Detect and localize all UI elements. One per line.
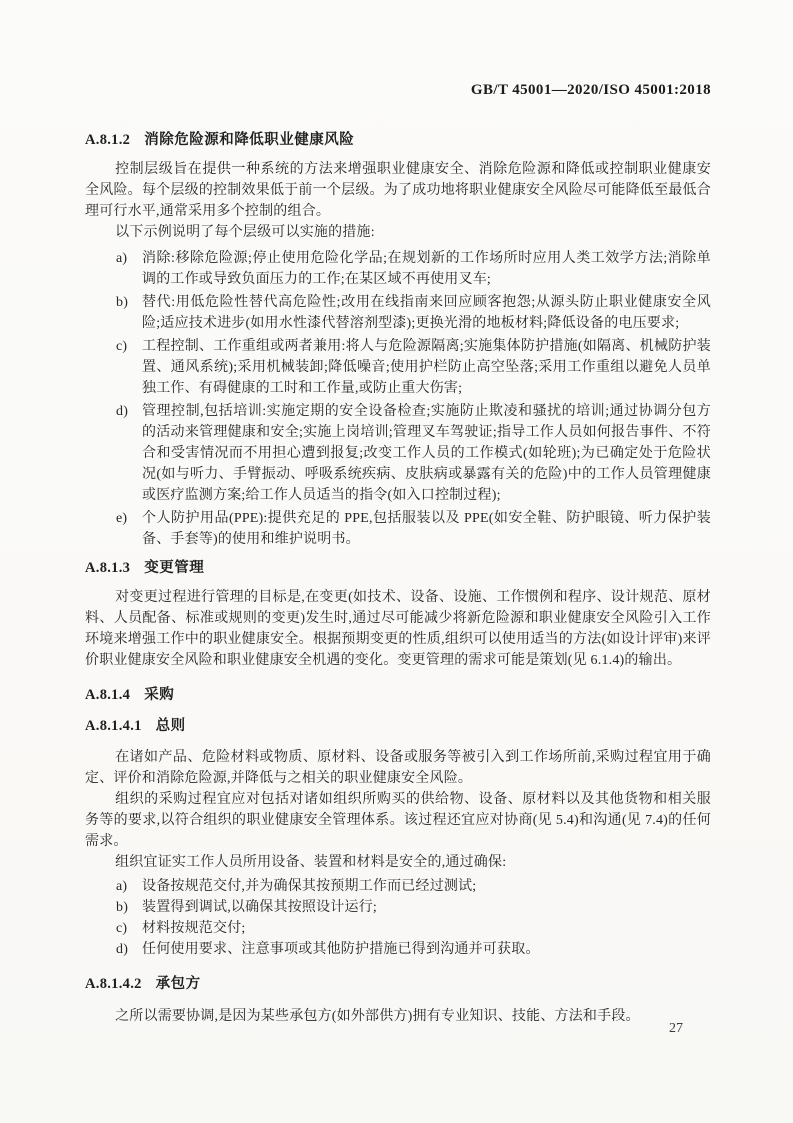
list-item-text: 管理控制,包括培训:实施定期的安全设备检查;实施防止欺凌和骚扰的培训;通过协调分包方的活动来管理健康和安全;实施上岗培训;管理叉车驾驶证;指导工作人员如何报告事件、不符合和受害情况而不用担心遭到报复;改变工作人员的工作模式(如轮班);为已确定处于危险状况(如与听力、手臂振动、呼吸系统疾病、皮肤病或暴露有关的危险)中的工作人员管理健康或医疗监测方案;给工作人员适当的指令(如入口控制过程); (142, 404, 711, 503)
body-paragraph: 组织的采购过程宜应对包括对诸如组织所购买的供给物、设备、原材料以及其他货物和相关服务等的要求,以符合组织的职业健康安全管理体系。该过程还宜应对协商(见 5.4)和沟通(见 7.4)的任何需求。 (85, 792, 711, 849)
list-item (85, 248, 711, 290)
heading-title: 总则 (155, 718, 186, 734)
list-item-text: 个人防护用品(PPE):提供充足的 PPE,包括服装以及 PPE(如安全鞋、防护眼镜、听力保护装备、手套等)的使用和维护说明书。 (142, 511, 711, 547)
standard-number-header: GB/T 45001—2020/ISO 45001:2018 (470, 82, 711, 98)
list-item-text: 消除:移除危险源;停止使用危险化学品;在规划新的工作场所时应用人类工效学方法;消除单调的工作或导致负面压力的工作;在某区域不再使用叉车; (142, 251, 711, 287)
body-paragraph: 组织宜证实工作人员所用设备、装置和材料是安全的,通过确保: (115, 855, 507, 870)
section-heading-a8141 (85, 716, 711, 737)
heading-number: A.8.1.3 (85, 560, 131, 576)
body-paragraph: 在诸如产品、危险材料或物质、原材料、设备或服务等被引入到工作场所前,采购过程宜用于确定、评价和消除危险源,并降低与之相关的职业健康安全风险。 (85, 750, 711, 786)
list-item-label: c) (116, 339, 128, 354)
body-paragraph: 控制层级旨在提供一种系统的方法来增强职业健康安全、消除危险源和降低或控制职业健康安全风险。每个层级的控制效果低于前一个层级。为了成功地将职业健康安全风险尽可能降低至最低合理可行水平,通常采用多个控制的组合。 (85, 162, 711, 219)
list-item-label: a) (116, 879, 128, 894)
heading-title: 变更管理 (144, 560, 205, 576)
list-item (85, 918, 711, 939)
list-item (85, 897, 711, 918)
list-item-text: 任何使用要求、注意事项或其他防护措施已得到沟通并可获取。 (142, 942, 540, 957)
body-paragraph: 之所以需要协调,是因为某些承包方(如外部供方)拥有专业知识、技能、方法和手段。 (115, 1009, 640, 1024)
list-item-label: e) (116, 511, 128, 526)
list-item (85, 292, 711, 334)
section-heading-a812 (85, 130, 711, 151)
body-paragraph: 对变更过程进行管理的目标是,在变更(如技术、设备、设施、工作惯例和程序、设计规范、原材料、人员配备、标准或规则的变更)发生时,通过尽可能减少将新危险源和职业健康安全风险引入工作环境来增强工作中的职业健康安全。根据预期变更的性质,组织可以使用适当的方法(如设计评审)来评价职业健康安全风险和职业健康安全机遇的变化。变更管理的需求可能是策划(见 6.1.4)的输出。 (85, 590, 711, 668)
list-item (85, 508, 711, 550)
list-item-text: 工程控制、工作重组或两者兼用:将人与危险源隔离;实施集体防护措施(如隔离、机械防护装置、通风系统);采用机械装卸;降低噪音;使用护栏防止高空坠落;采用工作重组以避免人员单独工作、有碍健康的工时和工作量,或防止重大伤害; (142, 339, 711, 396)
list-item-label: b) (116, 900, 129, 915)
page-content (85, 130, 711, 1027)
body-paragraph: 以下示例说明了每个层级可以实施的措施: (115, 225, 375, 240)
list-item (85, 939, 711, 960)
list-item-label: d) (116, 404, 129, 419)
list-item-label: a) (116, 251, 128, 266)
heading-number: A.8.1.4.1 (85, 718, 142, 734)
list-item-text: 材料按规范交付; (142, 921, 246, 936)
list-item-label: d) (116, 942, 129, 957)
list-item-label: c) (116, 921, 128, 936)
heading-title: 采购 (144, 687, 175, 703)
list-item (85, 336, 711, 399)
procurement-assurance-list (85, 876, 711, 960)
list-item-text: 替代:用低危险性替代高危险性;改用在线指南来回应顾客抱怨;从源头防止职业健康安全风险;适应技术进步(如用水性漆代替溶剂型漆);更换光滑的地板材料;降低设备的电压要求; (142, 295, 711, 331)
hierarchy-measures-list (85, 248, 711, 550)
page-number: 27 (669, 1021, 683, 1036)
list-item (85, 876, 711, 897)
heading-number: A.8.1.2 (85, 132, 131, 148)
heading-number: A.8.1.4.2 (85, 976, 142, 992)
list-item-label: b) (116, 295, 129, 310)
list-item-text: 装置得到调试,以确保其按照设计运行; (142, 900, 377, 915)
heading-title: 消除危险源和降低职业健康风险 (144, 132, 355, 148)
heading-number: A.8.1.4 (85, 687, 131, 703)
section-heading-a813 (85, 558, 711, 579)
list-item (85, 401, 711, 506)
heading-title: 承包方 (155, 976, 201, 992)
section-heading-a814 (85, 685, 711, 706)
section-heading-a8142 (85, 974, 711, 995)
list-item-text: 设备按规范交付,并为确保其按预期工作而已经过测试; (142, 879, 477, 894)
